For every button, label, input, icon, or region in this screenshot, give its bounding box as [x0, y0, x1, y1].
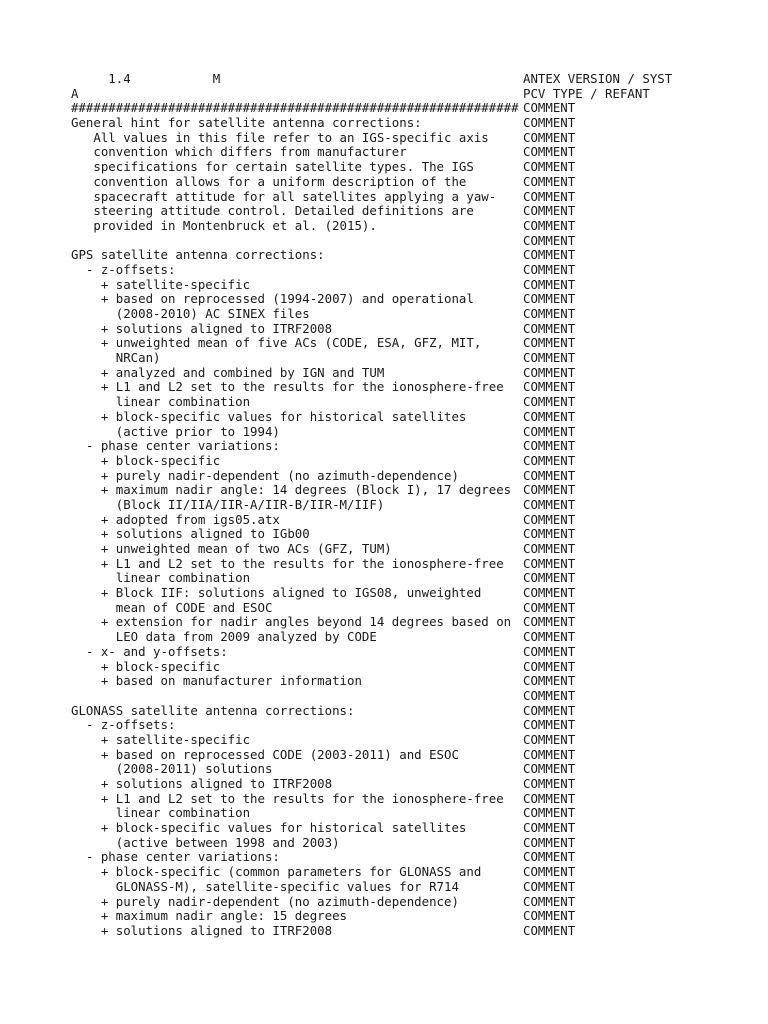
- header-line: [71, 601, 672, 616]
- record-label: COMMENT: [523, 291, 576, 307]
- record-label: COMMENT: [523, 379, 576, 395]
- line-content: + based on reprocessed (1994-2007) and operational: [71, 291, 474, 307]
- record-label: COMMENT: [523, 555, 576, 571]
- line-content: + block-specific values for historical satellites: [71, 820, 467, 836]
- record-label: COMMENT: [523, 820, 576, 836]
- line-content: spacecraft attitude for all satellites applying a yaw-: [71, 188, 497, 204]
- record-label: COMMENT: [523, 452, 576, 468]
- record-label: COMMENT: [523, 306, 576, 321]
- line-content: + unweighted mean of two ACs (GFZ, TUM): [71, 541, 392, 556]
- header-line: [71, 410, 672, 425]
- line-content: NRCan): [71, 350, 161, 366]
- line-content: GLONASS satellite antenna corrections:: [71, 702, 355, 718]
- header-line: [71, 498, 672, 513]
- line-content: + L1 and L2 set to the results for the ionosphere-free: [71, 555, 504, 571]
- header-line: [71, 219, 672, 234]
- line-content: + purely nadir-dependent (no azimuth-dependence): [71, 893, 459, 909]
- header-line: [71, 278, 672, 293]
- line-content: (2008-2010) AC SINEX files: [71, 306, 310, 321]
- record-label: COMMENT: [523, 761, 576, 777]
- header-line: [71, 733, 672, 748]
- line-content: steering attitude control. Detailed definitions are: [71, 203, 474, 219]
- header-line: [71, 336, 672, 351]
- record-label: COMMENT: [523, 247, 576, 263]
- record-label: PCV TYPE / REFANT: [523, 85, 650, 101]
- header-line: [71, 101, 672, 116]
- line-content: - phase center variations:: [71, 438, 280, 454]
- header-line: [71, 190, 672, 205]
- record-label: COMMENT: [523, 232, 576, 248]
- line-content: + block-specific values for historical satellites: [71, 408, 467, 424]
- header-line: [71, 395, 672, 410]
- header-line: [71, 615, 672, 630]
- record-label: COMMENT: [523, 878, 576, 894]
- record-label: COMMENT: [523, 350, 576, 366]
- record-label: COMMENT: [523, 159, 576, 175]
- record-label: COMMENT: [523, 541, 576, 556]
- record-label: COMMENT: [523, 438, 576, 454]
- header-line: [71, 380, 672, 395]
- line-content: convention allows for a uniform description of the: [71, 173, 467, 189]
- header-line: [71, 689, 672, 704]
- line-content: linear combination: [71, 570, 251, 586]
- record-label: COMMENT: [523, 614, 576, 630]
- record-label: COMMENT: [523, 100, 576, 116]
- record-label: COMMENT: [523, 599, 576, 615]
- record-label: COMMENT: [523, 570, 576, 586]
- header-line: [71, 322, 672, 337]
- header-line: [71, 204, 672, 219]
- line-content: - z-offsets:: [71, 261, 176, 277]
- line-content: + block-specific: [71, 452, 221, 468]
- line-content: + extension for nadir angles beyond 14 degrees based on: [71, 614, 512, 630]
- header-line: [71, 513, 672, 528]
- header-line: [71, 366, 672, 381]
- header-line: [71, 87, 672, 102]
- line-content: linear combination: [71, 394, 251, 410]
- antex-header-lines: [71, 72, 672, 939]
- line-content: + satellite-specific: [71, 731, 251, 747]
- line-content: ############################################################: [71, 100, 519, 116]
- header-line: [71, 792, 672, 807]
- record-label: COMMENT: [523, 585, 576, 601]
- record-label: COMMENT: [523, 394, 576, 410]
- line-content: + purely nadir-dependent (no azimuth-dependence): [71, 467, 459, 483]
- record-label: COMMENT: [523, 423, 576, 439]
- header-line: [71, 586, 672, 601]
- line-content: linear combination: [71, 805, 251, 821]
- header-line: [71, 160, 672, 175]
- line-content: + analyzed and combined by IGN and TUM: [71, 364, 385, 380]
- header-line: [71, 674, 672, 689]
- line-content: + L1 and L2 set to the results for the ionosphere-free: [71, 790, 504, 806]
- line-content: + solutions aligned to ITRF2008: [71, 776, 333, 791]
- header-line: [71, 527, 672, 542]
- record-label: COMMENT: [523, 335, 576, 351]
- line-content: + Block IIF: solutions aligned to IGS08, unweighted: [71, 585, 482, 601]
- record-label: COMMENT: [523, 203, 576, 219]
- header-line: [71, 865, 672, 880]
- record-label: COMMENT: [523, 702, 576, 718]
- record-label: COMMENT: [523, 731, 576, 747]
- header-line: [71, 292, 672, 307]
- record-label: COMMENT: [523, 276, 576, 292]
- record-label: COMMENT: [523, 188, 576, 204]
- header-line: [71, 630, 672, 645]
- line-content: + solutions aligned to ITRF2008: [71, 320, 333, 336]
- line-content: + solutions aligned to IGb00: [71, 526, 310, 542]
- line-content: (active between 1998 and 2003): [71, 834, 340, 850]
- line-content: GPS satellite antenna corrections:: [71, 247, 325, 263]
- line-content: + maximum nadir angle: 14 degrees (Block I), 17 degrees: [71, 482, 512, 498]
- header-line: [71, 571, 672, 586]
- header-line: [71, 469, 672, 484]
- header-line: [71, 234, 672, 249]
- record-label: COMMENT: [523, 673, 576, 689]
- record-label: COMMENT: [523, 364, 576, 380]
- record-label: COMMENT: [523, 849, 576, 865]
- header-line: [71, 145, 672, 160]
- header-line: [71, 660, 672, 675]
- record-label: COMMENT: [523, 261, 576, 277]
- line-content: + based on manufacturer information: [71, 673, 362, 689]
- record-label: COMMENT: [523, 658, 576, 674]
- header-line: [71, 645, 672, 660]
- record-label: COMMENT: [523, 746, 576, 762]
- line-content: + maximum nadir angle: 15 degrees: [71, 908, 348, 924]
- header-line: [71, 175, 672, 190]
- record-label: COMMENT: [523, 482, 576, 498]
- header-line: [71, 850, 672, 865]
- header-line: [71, 704, 672, 719]
- header-line: [71, 542, 672, 557]
- line-content: - x- and y-offsets:: [71, 643, 228, 659]
- header-line: [71, 483, 672, 498]
- line-content: + based on reprocessed CODE (2003-2011) and ESOC: [71, 746, 459, 762]
- line-content: GLONASS-M), satellite-specific values for R714: [71, 878, 459, 894]
- record-label: COMMENT: [523, 511, 576, 527]
- line-content: (Block II/IIA/IIR-A/IIR-B/IIR-M/IIF): [71, 496, 385, 512]
- header-line: [71, 762, 672, 777]
- record-label: COMMENT: [523, 922, 576, 938]
- line-content: + unweighted mean of five ACs (CODE, ESA, GFZ, MIT,: [71, 335, 482, 351]
- record-label: COMMENT: [523, 790, 576, 806]
- line-content: (active prior to 1994): [71, 423, 280, 439]
- record-label: COMMENT: [523, 643, 576, 659]
- record-label: COMMENT: [523, 687, 576, 703]
- line-content: + adopted from igs05.atx: [71, 511, 280, 527]
- header-line: [71, 806, 672, 821]
- header-line: [71, 425, 672, 440]
- header-line: [71, 263, 672, 278]
- record-label: COMMENT: [523, 320, 576, 336]
- record-label: COMMENT: [523, 864, 576, 880]
- line-content: + L1 and L2 set to the results for the ionosphere-free: [71, 379, 504, 395]
- header-line: [71, 880, 672, 895]
- line-content: + solutions aligned to ITRF2008: [71, 922, 333, 938]
- record-label: COMMENT: [523, 496, 576, 512]
- line-content: General hint for satellite antenna corrections:: [71, 115, 422, 131]
- line-content: provided in Montenbruck et al. (2015).: [71, 217, 377, 233]
- record-label: COMMENT: [523, 805, 576, 821]
- line-content: + satellite-specific: [71, 276, 251, 292]
- header-line: [71, 836, 672, 851]
- record-label: COMMENT: [523, 526, 576, 542]
- header-line: [71, 72, 672, 87]
- record-label: COMMENT: [523, 144, 576, 160]
- line-content: A: [71, 85, 79, 101]
- line-content: 1.4 M: [71, 71, 221, 86]
- header-line: [71, 248, 672, 263]
- line-content: - z-offsets:: [71, 717, 176, 733]
- header-line: [71, 718, 672, 733]
- record-label: COMMENT: [523, 467, 576, 483]
- record-label: COMMENT: [523, 629, 576, 645]
- header-line: [71, 821, 672, 836]
- record-label: COMMENT: [523, 408, 576, 424]
- header-line: [71, 307, 672, 322]
- header-line: [71, 895, 672, 910]
- line-content: convention which differs from manufacturer: [71, 144, 407, 160]
- header-line: [71, 777, 672, 792]
- record-label: COMMENT: [523, 834, 576, 850]
- header-line: [71, 557, 672, 572]
- header-line: [71, 351, 672, 366]
- record-label: ANTEX VERSION / SYST: [523, 71, 673, 86]
- record-label: COMMENT: [523, 129, 576, 145]
- record-label: COMMENT: [523, 776, 576, 791]
- header-line: [71, 454, 672, 469]
- record-label: COMMENT: [523, 115, 576, 131]
- line-content: specifications for certain satellite types. The IGS: [71, 159, 474, 175]
- header-line: [71, 909, 672, 924]
- line-content: All values in this file refer to an IGS-specific axis: [71, 129, 489, 145]
- header-line: [71, 748, 672, 763]
- header-line: [71, 116, 672, 131]
- header-line: [71, 924, 672, 939]
- record-label: COMMENT: [523, 173, 576, 189]
- line-content: + block-specific: [71, 658, 221, 674]
- header-line: [71, 131, 672, 146]
- record-label: COMMENT: [523, 893, 576, 909]
- line-content: LEO data from 2009 analyzed by CODE: [71, 629, 377, 645]
- header-line: [71, 439, 672, 454]
- line-content: + block-specific (common parameters for GLONASS and: [71, 864, 482, 880]
- record-label: COMMENT: [523, 908, 576, 924]
- line-content: - phase center variations:: [71, 849, 280, 865]
- line-content: mean of CODE and ESOC: [71, 599, 273, 615]
- record-label: COMMENT: [523, 217, 576, 233]
- line-content: (2008-2011) solutions: [71, 761, 273, 777]
- record-label: COMMENT: [523, 717, 576, 733]
